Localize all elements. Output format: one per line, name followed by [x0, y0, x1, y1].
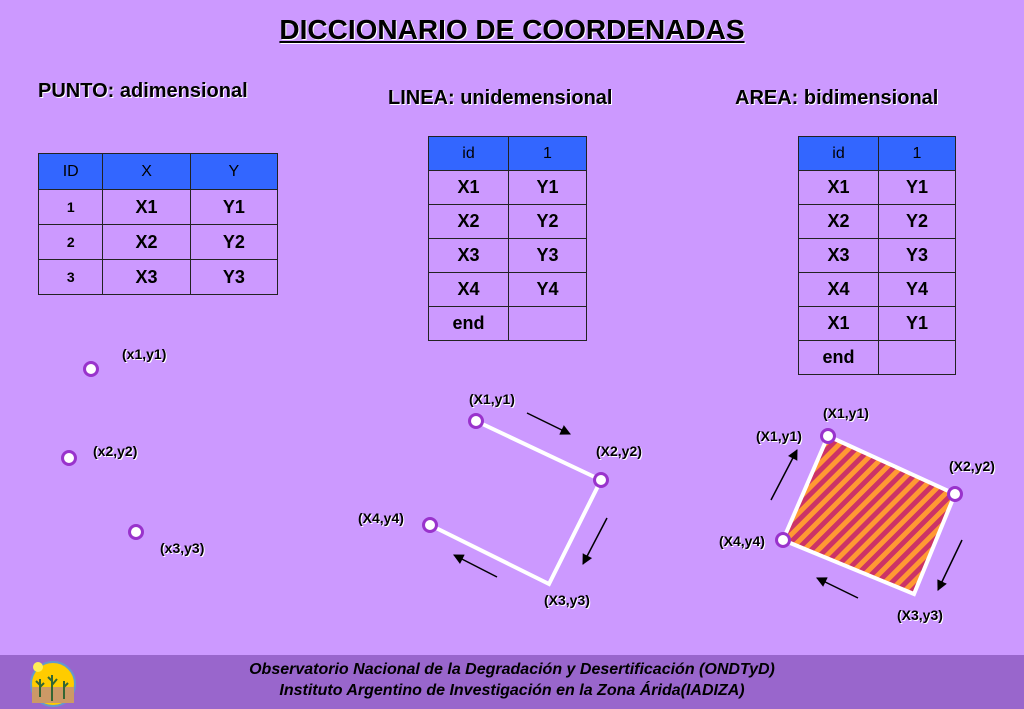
title-text: DICCIONARIO DE COORDENADAS [279, 14, 745, 45]
section-area-heading: AREA: bidimensional [735, 87, 939, 109]
table-cell: X3 [799, 239, 879, 273]
table-cell: X2 [429, 205, 509, 239]
vertex-label: (X2,y2) [949, 458, 995, 474]
table-cell: X3 [429, 239, 509, 273]
table-cell: Y1 [879, 171, 956, 205]
table-header-cell: ID [39, 154, 103, 190]
point-label: (x1,y1) [122, 346, 167, 362]
vertex-marker [820, 428, 836, 444]
table-cell: 2 [39, 225, 103, 260]
area-polygon [783, 436, 955, 594]
institution-logo-icon [28, 657, 78, 707]
vertex-label: (X4,y4) [719, 533, 765, 549]
table-cell: Y3 [509, 239, 587, 273]
vertex-label: (X4,y4) [358, 510, 404, 526]
table-cell: X1 [429, 171, 509, 205]
footer-line-2: Instituto Argentino de Investigación en la Zona Árida(IADIZA) [279, 682, 745, 699]
table-cell: Y3 [190, 260, 277, 295]
table-cell: Y2 [879, 205, 956, 239]
table-header-cell: id [799, 137, 879, 171]
section-linea-heading: LINEA: unidemensional [388, 87, 613, 109]
table-header-cell: 1 [879, 137, 956, 171]
table-cell: X4 [799, 273, 879, 307]
table-cell: X4 [429, 273, 509, 307]
vertex-marker [422, 517, 438, 533]
table-cell: Y2 [190, 225, 277, 260]
vertex-marker [775, 532, 791, 548]
table-cell: end [799, 341, 879, 375]
vertex-label: (X2,y2) [596, 443, 642, 459]
point-label: (x2,y2) [93, 443, 138, 459]
arrow-icon [817, 578, 858, 598]
table-cell: Y4 [879, 273, 956, 307]
table-cell: 3 [39, 260, 103, 295]
table-cell: Y1 [509, 171, 587, 205]
table-header-cell: id [429, 137, 509, 171]
table-cell: X3 [103, 260, 190, 295]
table-cell: Y3 [879, 239, 956, 273]
table-cell: Y2 [509, 205, 587, 239]
table-cell: X1 [799, 307, 879, 341]
arrow-icon [938, 540, 962, 590]
arrow-icon [527, 413, 570, 434]
table-cell: 1 [39, 190, 103, 225]
table-cell: X1 [799, 171, 879, 205]
vertex-marker [468, 413, 484, 429]
vertex-marker [593, 472, 609, 488]
arrow-icon [583, 518, 607, 564]
table-cell: Y4 [509, 273, 587, 307]
table-cell: X2 [103, 225, 190, 260]
arrow-icon [771, 450, 797, 500]
table-header-cell: 1 [509, 137, 587, 171]
vertex-label: (X3,y3) [897, 607, 943, 623]
table-cell: Y1 [190, 190, 277, 225]
arrow-icon [454, 555, 497, 577]
vertex-label: (X3,y3) [544, 592, 590, 608]
point-marker [83, 361, 99, 377]
point-label: (x3,y3) [160, 540, 205, 556]
vertex-marker [947, 486, 963, 502]
point-marker [128, 524, 144, 540]
table-cell: X1 [103, 190, 190, 225]
table-header-cell: X [103, 154, 190, 190]
table-cell: Y1 [879, 307, 956, 341]
section-punto-heading: PUNTO: adimensional [38, 80, 248, 102]
vertex-label: (X1,y1) [756, 428, 802, 444]
footer-line-1: Observatorio Nacional de la Degradación y Desertificación (ONDTyD) [249, 661, 775, 678]
table-cell: X2 [799, 205, 879, 239]
vertex-label: (X1,y1) [823, 405, 869, 421]
linea-polyline [430, 421, 601, 584]
footer-bar [0, 655, 1024, 709]
table-header-cell: Y [190, 154, 277, 190]
table-cell: end [429, 307, 509, 341]
point-marker [61, 450, 77, 466]
vertex-label: (X1,y1) [469, 391, 515, 407]
